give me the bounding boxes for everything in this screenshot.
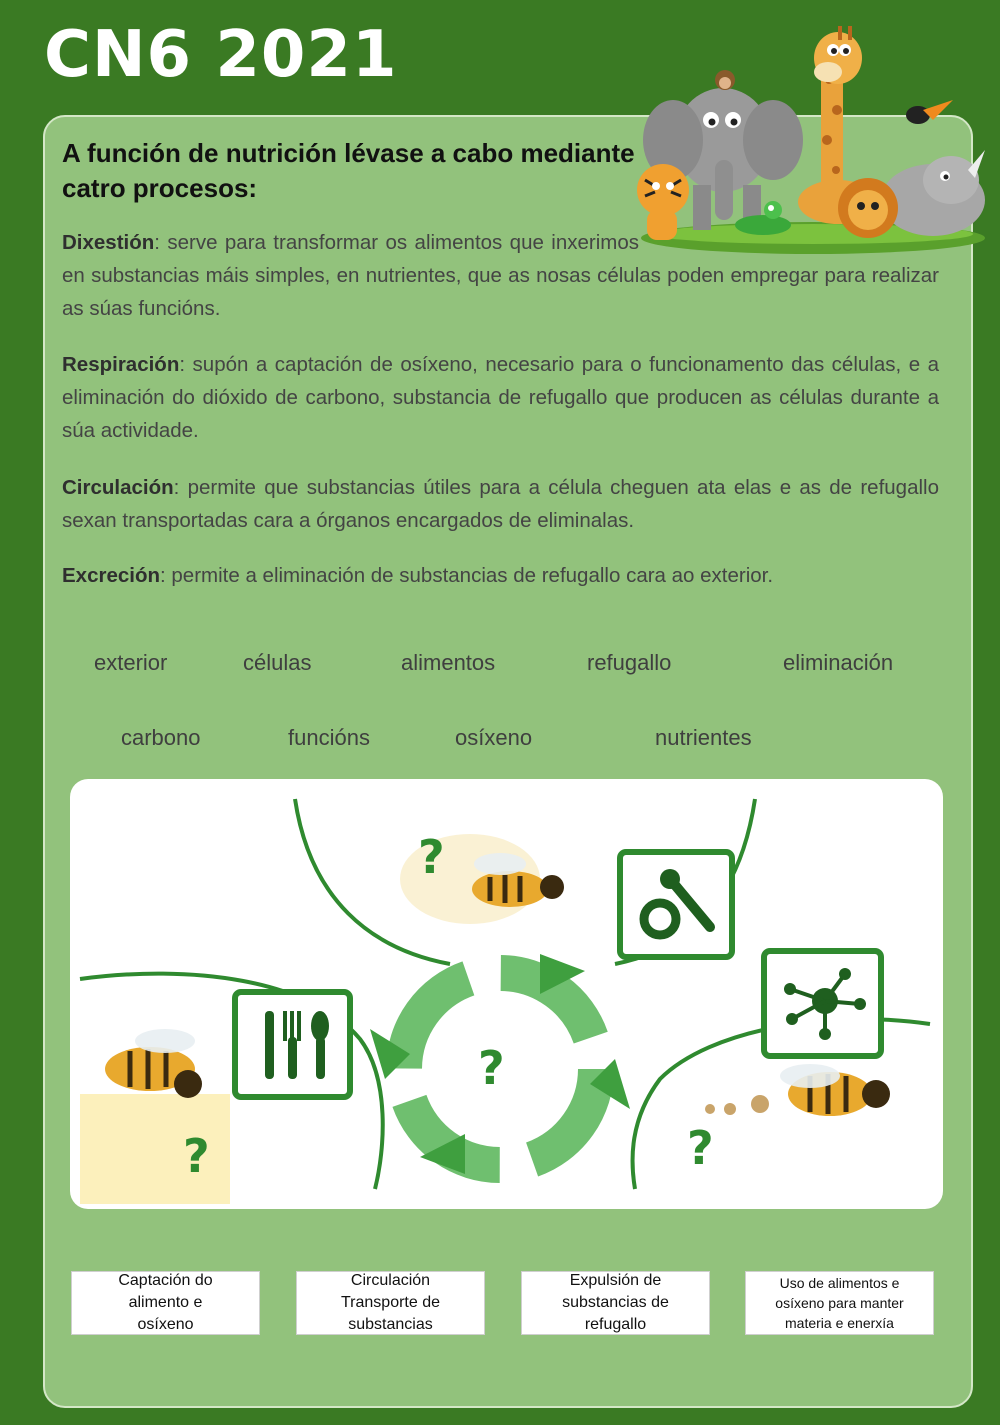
cutlery-icon — [235, 992, 350, 1097]
monkey-icon — [715, 70, 735, 90]
answer-label-circulacion[interactable] — [296, 1271, 485, 1335]
question-mark-top[interactable]: ? — [418, 830, 445, 884]
bee-icon — [705, 1064, 890, 1116]
intro-heading: A función de nutrición lévase a cabo mediante catro procesos: — [62, 138, 635, 203]
desc-excrecion: : permite a eliminación de substancias de refugallo cara ao exterior. — [160, 564, 774, 587]
desc-dixestion: : serve para transformar os alimentos que inxerimos en substancias máis simples, en nutrientes, que as nosas células poden empregar para realizar as súas funcións. — [62, 231, 939, 320]
word-bank-item[interactable]: nutrientes — [655, 725, 752, 750]
answer-label-expulsion[interactable] — [521, 1271, 710, 1335]
word-bank-item[interactable]: refugallo — [587, 650, 672, 675]
word-bank-item[interactable]: eliminación — [783, 650, 894, 675]
nutrition-cycle-diagram — [70, 779, 943, 1209]
word-bank-item[interactable]: células — [243, 650, 312, 675]
toucan-icon — [906, 100, 953, 124]
question-mark-center[interactable]: ? — [478, 1041, 505, 1095]
molecule-network-icon — [764, 951, 881, 1056]
answer-label-uso[interactable] — [745, 1271, 934, 1335]
paragraph-respiracion — [62, 348, 939, 447]
term-circulacion: Circulación — [62, 476, 174, 499]
rhino-icon — [881, 150, 985, 236]
answer-label-text: Expulsión de substancias de refugallo — [562, 1272, 669, 1333]
answer-label-text: Circulación Transporte de substancias — [340, 1272, 440, 1333]
word-bank-item[interactable]: carbono — [121, 725, 201, 750]
animals-illustration — [633, 20, 988, 255]
word-bank-item[interactable]: exterior — [94, 650, 168, 675]
question-mark-right[interactable]: ? — [687, 1121, 714, 1175]
page-title: CN6 2021 — [44, 18, 398, 92]
word-bank-item[interactable]: funcións — [288, 725, 370, 750]
answer-label-text: Captación do alimento e osíxeno — [118, 1272, 213, 1333]
term-respiracion: Respiración — [62, 353, 180, 376]
question-mark-left[interactable]: ? — [183, 1129, 210, 1183]
desc-respiracion: : supón a captación de osíxeno, necesario para o funcionamento das células, e a eliminación do dióxido de carbono, substancia de refugallo que producen as células durante a súa actividade. — [62, 353, 939, 442]
paragraph-dixestion-text — [62, 226, 939, 325]
answer-label-captacion[interactable] — [71, 1271, 260, 1335]
paragraph-circulacion — [62, 471, 939, 537]
paragraph-excrecion — [62, 559, 939, 592]
word-bank-item[interactable]: alimentos — [401, 650, 496, 675]
word-bank-item[interactable]: osíxeno — [455, 725, 533, 750]
answer-label-text: Uso de alimentos e osíxeno para manter materia e enerxía — [775, 1275, 904, 1331]
desc-circulacion: : permite que substancias útiles para a célula cheguen ata elas e as de refugallo sexan transportadas cara a órganos encargados de eliminalas. — [62, 476, 939, 532]
wrench-gear-icon — [620, 852, 732, 957]
term-dixestion: Dixestión — [62, 231, 155, 254]
term-excrecion: Excreción — [62, 564, 160, 587]
